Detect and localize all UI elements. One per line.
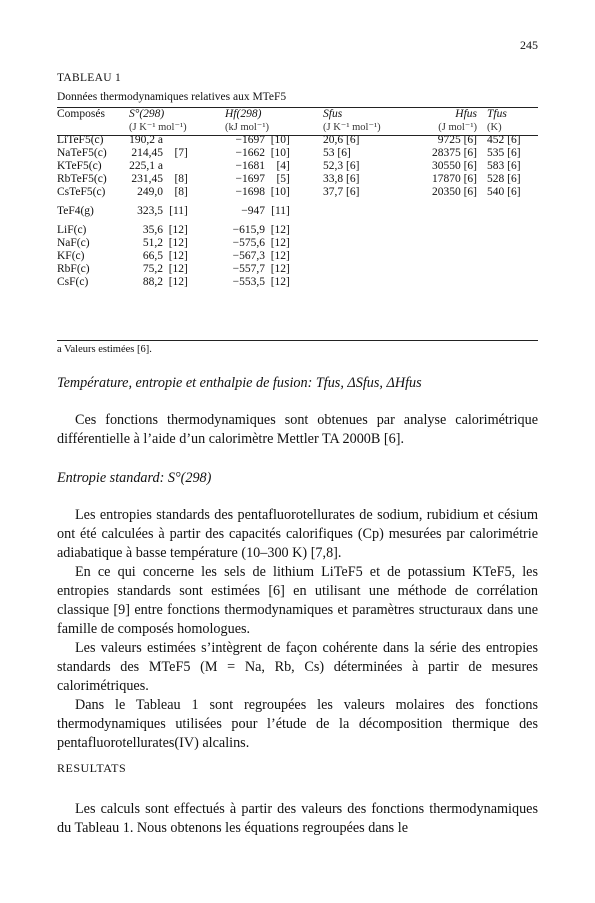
table-footnote: a Valeurs estimées [6]. <box>57 344 152 355</box>
cell-hf298: −553,5 [12] <box>232 276 290 288</box>
cell-tfus: 583 [6] <box>487 160 521 172</box>
cell-tfus <box>487 218 538 237</box>
cell-compound: NaF(c) <box>57 237 90 249</box>
cell-tfus: 452 [6] <box>487 134 521 146</box>
section-heading-entropy: Entropie standard: S°(298) <box>57 470 212 486</box>
paragraph-fusion: Ces fonctions thermodynamiques sont obtenues par analyse calorimétrique différentielle à l’aide d’un calorimètre Mettler TA 2000B [6]. <box>57 412 538 447</box>
cell-sfus <box>323 250 421 263</box>
cell-hf298: −1662 [10] <box>235 147 290 159</box>
table-bottom-rule <box>57 340 538 341</box>
cell-sfus <box>323 218 421 237</box>
page-number: 245 <box>520 38 538 52</box>
cell-hf298: −557,7 [12] <box>232 263 290 275</box>
table-header-row <box>57 108 538 134</box>
cell-hf298: −567,3 [12] <box>232 250 290 262</box>
cell-sfus <box>323 263 421 276</box>
cell-tfus <box>487 250 538 263</box>
header-sfus: Sfus (J K⁻¹ mol⁻¹) <box>323 108 381 133</box>
table-row <box>57 263 538 276</box>
cell-hf298: −1698 [10] <box>235 186 290 198</box>
table-row <box>57 147 538 160</box>
cell-hf298: −575,6 [12] <box>232 237 290 249</box>
table-header-rule <box>57 135 538 136</box>
table-row <box>57 276 538 289</box>
cell-hfus <box>421 250 487 263</box>
cell-hfus <box>421 263 487 276</box>
table-row <box>57 218 538 237</box>
cell-sfus: 20,6 [6] <box>323 134 360 146</box>
cell-tfus: 535 [6] <box>487 147 521 159</box>
cell-tfus: 528 [6] <box>487 173 521 185</box>
header-composes: Composés <box>57 108 105 120</box>
cell-s298: 249,0 [8] <box>137 186 188 198</box>
cell-compound: CsF(c) <box>57 276 89 288</box>
cell-sfus: 52,3 [6] <box>323 160 360 172</box>
cell-sfus <box>323 276 421 289</box>
cell-tfus <box>487 237 538 250</box>
cell-hfus <box>421 218 487 237</box>
cell-sfus: 37,7 [6] <box>323 186 360 198</box>
cell-s298: 88,2 [12] <box>142 276 188 288</box>
table-row <box>57 237 538 250</box>
cell-hfus <box>421 276 487 289</box>
paragraph-entropy-4: Dans le Tableau 1 sont regroupées les valeurs molaires des fonctions thermodynamiques utilisées pour l’étude de la décomposition thermique des pentafluorotellurates(IV) alcalins. <box>57 697 538 751</box>
cell-s298: 35,6 [12] <box>142 224 188 236</box>
cell-compound: CsTeF5(c) <box>57 186 106 198</box>
cell-tfus <box>487 276 538 289</box>
table-row <box>57 173 538 186</box>
table-row <box>57 199 538 218</box>
cell-compound: TeF4(g) <box>57 205 94 217</box>
cell-compound: LiF(c) <box>57 224 87 236</box>
cell-compound: KF(c) <box>57 250 85 262</box>
cell-compound: RbF(c) <box>57 263 90 275</box>
cell-hf298: −615,9 [12] <box>232 224 290 236</box>
cell-hfus: 17870 [6] <box>431 173 477 185</box>
cell-hf298: −1697 [10] <box>235 134 290 146</box>
cell-tfus <box>487 199 538 218</box>
cell-hfus: 28375 [6] <box>431 147 477 159</box>
cell-compound: RbTeF5(c) <box>57 173 107 185</box>
cell-s298: 323,5 [11] <box>137 205 188 217</box>
table-row <box>57 160 538 173</box>
cell-sfus <box>323 199 421 218</box>
cell-sfus: 53 [6] <box>323 147 351 159</box>
cell-s298: 225,1 a <box>129 160 163 172</box>
header-tfus: Tfus (K) <box>487 108 507 133</box>
paragraph-entropy-3: Les valeurs estimées s’intègrent de façon cohérente dans la série des entropies standards des MTeF5 (M = Na, Rb, Cs) déterminées à partir de mesures calorimétriques. <box>57 640 538 694</box>
cell-s298: 214,45 [7] <box>131 147 188 159</box>
cell-tfus: 540 [6] <box>487 186 521 198</box>
cell-hf298: −1681 [4] <box>235 160 290 172</box>
cell-s298: 75,2 [12] <box>142 263 188 275</box>
cell-s298: 190,2 a <box>129 134 163 146</box>
cell-tfus <box>487 263 538 276</box>
cell-hf298: −947 [11] <box>241 205 290 217</box>
cell-s298: 66,5 [12] <box>142 250 188 262</box>
cell-hfus: 20350 [6] <box>431 186 477 198</box>
cell-hfus <box>421 237 487 250</box>
header-s298: S°(298) (J K⁻¹ mol⁻¹) <box>129 108 187 133</box>
cell-compound: KTeF5(c) <box>57 160 102 172</box>
cell-compound: LiTeF5(c) <box>57 134 104 146</box>
header-hfus: Hfus (J mol⁻¹) <box>438 108 477 133</box>
cell-sfus: 33,8 [6] <box>323 173 360 185</box>
cell-hf298: −1697 [5] <box>235 173 290 185</box>
cell-hfus: 30550 [6] <box>431 160 477 172</box>
cell-hfus <box>421 199 487 218</box>
cell-s298: 231,45 [8] <box>131 173 188 185</box>
table-title: Données thermodynamiques relatives aux MTeF5 <box>57 91 287 103</box>
paragraph-results: Les calculs sont effectués à partir des valeurs des fonctions thermodynamiques du Tableau 1. Nous obtenons les équations regroupées dans le <box>57 801 538 836</box>
cell-s298: 51,2 [12] <box>142 237 188 249</box>
cell-sfus <box>323 237 421 250</box>
table-row <box>57 186 538 199</box>
cell-hfus: 9725 [6] <box>437 134 477 146</box>
section-heading-results: RESULTATS <box>57 761 127 775</box>
header-hf298: Hf(298) (kJ mol⁻¹) <box>225 108 269 133</box>
table-caption: TABLEAU 1 <box>57 72 122 84</box>
cell-compound: NaTeF5(c) <box>57 147 107 159</box>
table-row <box>57 250 538 263</box>
paragraph-entropy-1: Les entropies standards des pentafluorotellurates de sodium, rubidium et césium ont été calculées à partir des capacités calorifiques (Cp) mesurées par calorimétrie adiabatique à basse température (10–300 K) [7,8]. <box>57 507 538 561</box>
paragraph-entropy-2: En ce qui concerne les sels de lithium LiTeF5 et de potassium KTeF5, les entropies standards sont estimées [6] en utilisant une méthode de corrélation classique [9] entre fonctions thermodynamiques et paramètres structuraux dans une famille de composés homologues. <box>57 564 538 637</box>
section-heading-fusion: Température, entropie et enthalpie de fusion: Tfus, ΔSfus, ΔHfus <box>57 375 422 391</box>
